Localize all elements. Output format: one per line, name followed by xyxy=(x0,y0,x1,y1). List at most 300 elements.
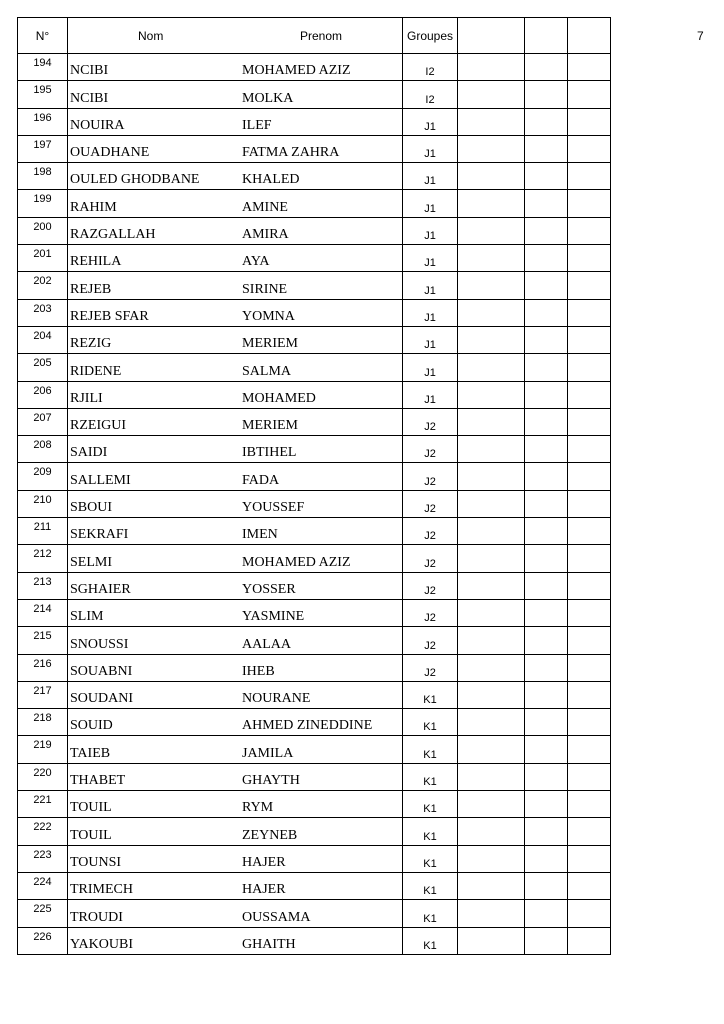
student-roster-table xyxy=(17,17,611,955)
row-number: 226 xyxy=(18,927,68,954)
blank-cell-2 xyxy=(525,872,568,899)
last-name: SELMI xyxy=(70,554,112,570)
header-num: N° xyxy=(18,18,68,54)
header-prenom: Prenom xyxy=(300,29,343,43)
last-name: NCIBI xyxy=(70,90,109,106)
first-name: HAJER xyxy=(242,882,286,898)
blank-cell-3 xyxy=(568,326,611,353)
first-name: SIRINE xyxy=(242,281,288,297)
page-number: 7 xyxy=(697,29,704,43)
name-cell xyxy=(68,463,403,490)
blank-cell-3 xyxy=(568,245,611,272)
last-name: NCIBI xyxy=(70,63,109,79)
table-row xyxy=(18,545,611,572)
name-cell xyxy=(68,818,403,845)
last-name: TROUDI xyxy=(70,909,123,925)
first-name: MOHAMED AZIZ xyxy=(242,63,351,79)
group-cell: J2 xyxy=(403,518,458,545)
name-cell xyxy=(68,54,403,81)
blank-cell-1 xyxy=(458,326,525,353)
first-name: ILEF xyxy=(242,117,272,133)
blank-cell-2 xyxy=(525,326,568,353)
last-name: SNOUSSI xyxy=(70,636,129,652)
blank-cell-2 xyxy=(525,245,568,272)
first-name: MOHAMED xyxy=(242,390,316,406)
header-nom-prenom xyxy=(68,18,403,54)
blank-cell-3 xyxy=(568,900,611,927)
name-cell xyxy=(68,326,403,353)
table-row xyxy=(18,299,611,326)
blank-cell-3 xyxy=(568,572,611,599)
blank-cell-2 xyxy=(525,545,568,572)
name-cell xyxy=(68,272,403,299)
row-number: 205 xyxy=(18,354,68,381)
group-cell: J2 xyxy=(403,545,458,572)
blank-cell-3 xyxy=(568,108,611,135)
blank-cell-3 xyxy=(568,627,611,654)
row-number: 216 xyxy=(18,654,68,681)
group-cell: J1 xyxy=(403,326,458,353)
name-cell xyxy=(68,654,403,681)
blank-cell-1 xyxy=(458,654,525,681)
blank-cell-2 xyxy=(525,736,568,763)
blank-cell-1 xyxy=(458,299,525,326)
first-name: YOSSER xyxy=(242,581,296,597)
first-name: AHMED ZINEDDINE xyxy=(242,718,373,734)
table-row xyxy=(18,81,611,108)
header-row xyxy=(18,18,611,54)
blank-cell-2 xyxy=(525,135,568,162)
group-cell: K1 xyxy=(403,900,458,927)
blank-cell-3 xyxy=(568,354,611,381)
blank-cell-3 xyxy=(568,272,611,299)
row-number: 218 xyxy=(18,709,68,736)
name-cell xyxy=(68,299,403,326)
blank-cell-1 xyxy=(458,135,525,162)
group-cell: J2 xyxy=(403,490,458,517)
table-row xyxy=(18,54,611,81)
blank-cell-1 xyxy=(458,572,525,599)
row-number: 219 xyxy=(18,736,68,763)
first-name: YOUSSEF xyxy=(242,500,305,516)
last-name: SLIM xyxy=(70,609,104,625)
blank-cell-3 xyxy=(568,381,611,408)
table-row xyxy=(18,354,611,381)
header-groupes: Groupes xyxy=(403,18,458,54)
blank-cell-3 xyxy=(568,490,611,517)
first-name: IBTIHEL xyxy=(242,445,297,461)
name-cell xyxy=(68,763,403,790)
group-cell: J1 xyxy=(403,245,458,272)
first-name: FATMA ZAHRA xyxy=(242,145,340,161)
blank-cell-3 xyxy=(568,927,611,954)
name-cell xyxy=(68,627,403,654)
table-row xyxy=(18,217,611,244)
first-name: IMEN xyxy=(242,527,278,543)
table-row xyxy=(18,845,611,872)
first-name: AMINE xyxy=(242,199,288,215)
blank-cell-2 xyxy=(525,299,568,326)
group-cell: K1 xyxy=(403,791,458,818)
blank-cell-1 xyxy=(458,108,525,135)
name-cell xyxy=(68,108,403,135)
last-name: REZIG xyxy=(70,336,112,352)
blank-cell-1 xyxy=(458,163,525,190)
last-name: RAHIM xyxy=(70,199,117,215)
row-number: 196 xyxy=(18,108,68,135)
blank-cell-2 xyxy=(525,900,568,927)
table-row xyxy=(18,900,611,927)
row-number: 199 xyxy=(18,190,68,217)
row-number: 197 xyxy=(18,135,68,162)
table-row xyxy=(18,627,611,654)
blank-cell-3 xyxy=(568,299,611,326)
first-name: MOLKA xyxy=(242,90,294,106)
row-number: 221 xyxy=(18,791,68,818)
blank-cell-1 xyxy=(458,791,525,818)
group-cell: J2 xyxy=(403,599,458,626)
roster-body xyxy=(18,54,611,955)
group-cell: K1 xyxy=(403,872,458,899)
group-cell: K1 xyxy=(403,818,458,845)
first-name: YOMNA xyxy=(242,308,295,324)
first-name: YASMINE xyxy=(242,609,305,625)
name-cell xyxy=(68,927,403,954)
name-cell xyxy=(68,709,403,736)
blank-cell-2 xyxy=(525,927,568,954)
last-name: OUADHANE xyxy=(70,145,150,161)
blank-cell-2 xyxy=(525,54,568,81)
group-cell: J1 xyxy=(403,381,458,408)
name-cell xyxy=(68,381,403,408)
table-row xyxy=(18,818,611,845)
last-name: SGHAIER xyxy=(70,581,131,597)
blank-cell-1 xyxy=(458,818,525,845)
last-name: TOUIL xyxy=(70,800,112,816)
header-blank-2 xyxy=(525,18,568,54)
name-cell xyxy=(68,408,403,435)
blank-cell-1 xyxy=(458,245,525,272)
last-name: SOUDANI xyxy=(70,691,133,707)
last-name: RZEIGUI xyxy=(70,418,126,434)
row-number: 203 xyxy=(18,299,68,326)
blank-cell-1 xyxy=(458,900,525,927)
table-row xyxy=(18,681,611,708)
table-row xyxy=(18,572,611,599)
blank-cell-1 xyxy=(458,463,525,490)
blank-cell-2 xyxy=(525,791,568,818)
blank-cell-1 xyxy=(458,408,525,435)
last-name: REHILA xyxy=(70,254,122,270)
name-cell xyxy=(68,190,403,217)
name-cell xyxy=(68,490,403,517)
group-cell: J1 xyxy=(403,190,458,217)
name-cell xyxy=(68,436,403,463)
blank-cell-2 xyxy=(525,463,568,490)
row-number: 213 xyxy=(18,572,68,599)
blank-cell-1 xyxy=(458,599,525,626)
blank-cell-2 xyxy=(525,81,568,108)
name-cell xyxy=(68,736,403,763)
table-row xyxy=(18,791,611,818)
blank-cell-1 xyxy=(458,81,525,108)
blank-cell-2 xyxy=(525,217,568,244)
name-cell xyxy=(68,599,403,626)
blank-cell-3 xyxy=(568,190,611,217)
table-row xyxy=(18,654,611,681)
last-name: OULED GHODBANE xyxy=(70,172,200,188)
row-number: 224 xyxy=(18,872,68,899)
group-cell: J2 xyxy=(403,408,458,435)
group-cell: J1 xyxy=(403,135,458,162)
first-name: IHEB xyxy=(242,663,275,679)
table-row xyxy=(18,381,611,408)
blank-cell-3 xyxy=(568,135,611,162)
table-row xyxy=(18,436,611,463)
last-name: SEKRAFI xyxy=(70,527,129,543)
first-name: FADA xyxy=(242,472,280,488)
group-cell: J2 xyxy=(403,572,458,599)
row-number: 201 xyxy=(18,245,68,272)
blank-cell-3 xyxy=(568,872,611,899)
row-number: 225 xyxy=(18,900,68,927)
row-number: 211 xyxy=(18,518,68,545)
last-name: RJILI xyxy=(70,390,103,406)
blank-cell-1 xyxy=(458,763,525,790)
last-name: SALLEMI xyxy=(70,472,131,488)
group-cell: J2 xyxy=(403,654,458,681)
table-row xyxy=(18,927,611,954)
row-number: 198 xyxy=(18,163,68,190)
row-number: 220 xyxy=(18,763,68,790)
blank-cell-3 xyxy=(568,654,611,681)
name-cell xyxy=(68,81,403,108)
name-cell xyxy=(68,163,403,190)
first-name: OUSSAMA xyxy=(242,909,311,925)
name-cell xyxy=(68,845,403,872)
blank-cell-2 xyxy=(525,763,568,790)
first-name: JAMILA xyxy=(242,745,294,761)
blank-cell-3 xyxy=(568,763,611,790)
blank-cell-3 xyxy=(568,681,611,708)
blank-cell-2 xyxy=(525,818,568,845)
table-row xyxy=(18,408,611,435)
row-number: 200 xyxy=(18,217,68,244)
name-cell xyxy=(68,518,403,545)
blank-cell-2 xyxy=(525,108,568,135)
blank-cell-3 xyxy=(568,518,611,545)
last-name: YAKOUBI xyxy=(70,936,133,952)
blank-cell-1 xyxy=(458,845,525,872)
blank-cell-3 xyxy=(568,845,611,872)
blank-cell-3 xyxy=(568,545,611,572)
first-name: KHALED xyxy=(242,172,300,188)
name-cell xyxy=(68,900,403,927)
table-row xyxy=(18,463,611,490)
blank-cell-2 xyxy=(525,599,568,626)
group-cell: K1 xyxy=(403,927,458,954)
first-name: HAJER xyxy=(242,854,286,870)
group-cell: K1 xyxy=(403,709,458,736)
table-row xyxy=(18,872,611,899)
blank-cell-3 xyxy=(568,818,611,845)
table-row xyxy=(18,326,611,353)
first-name: MOHAMED AZIZ xyxy=(242,554,351,570)
table-row xyxy=(18,108,611,135)
row-number: 204 xyxy=(18,326,68,353)
group-cell: K1 xyxy=(403,736,458,763)
header-nom: Nom xyxy=(138,29,164,43)
row-number: 223 xyxy=(18,845,68,872)
group-cell: J1 xyxy=(403,217,458,244)
name-cell xyxy=(68,245,403,272)
row-number: 222 xyxy=(18,818,68,845)
blank-cell-3 xyxy=(568,54,611,81)
first-name: SALMA xyxy=(242,363,292,379)
group-cell: J1 xyxy=(403,163,458,190)
last-name: REJEB xyxy=(70,281,112,297)
group-cell: J2 xyxy=(403,463,458,490)
table-row xyxy=(18,190,611,217)
blank-cell-1 xyxy=(458,518,525,545)
blank-cell-1 xyxy=(458,545,525,572)
blank-cell-3 xyxy=(568,599,611,626)
blank-cell-2 xyxy=(525,354,568,381)
blank-cell-2 xyxy=(525,681,568,708)
blank-cell-2 xyxy=(525,408,568,435)
last-name: SOUABNI xyxy=(70,663,133,679)
last-name: REJEB SFAR xyxy=(70,308,149,324)
header-blank-1 xyxy=(458,18,525,54)
name-cell xyxy=(68,354,403,381)
blank-cell-3 xyxy=(568,436,611,463)
first-name: AYA xyxy=(242,254,270,270)
blank-cell-3 xyxy=(568,791,611,818)
name-cell xyxy=(68,545,403,572)
table-row xyxy=(18,272,611,299)
row-number: 194 xyxy=(18,54,68,81)
row-number: 206 xyxy=(18,381,68,408)
row-number: 210 xyxy=(18,490,68,517)
blank-cell-1 xyxy=(458,872,525,899)
blank-cell-1 xyxy=(458,736,525,763)
row-number: 209 xyxy=(18,463,68,490)
last-name: RIDENE xyxy=(70,363,122,379)
blank-cell-1 xyxy=(458,709,525,736)
table-row xyxy=(18,709,611,736)
table-row xyxy=(18,163,611,190)
row-number: 207 xyxy=(18,408,68,435)
blank-cell-2 xyxy=(525,654,568,681)
table-row xyxy=(18,763,611,790)
first-name: RYM xyxy=(242,800,274,816)
group-cell: K1 xyxy=(403,845,458,872)
table-row xyxy=(18,490,611,517)
group-cell: K1 xyxy=(403,681,458,708)
blank-cell-2 xyxy=(525,190,568,217)
group-cell: I2 xyxy=(403,54,458,81)
group-cell: J1 xyxy=(403,299,458,326)
blank-cell-3 xyxy=(568,463,611,490)
blank-cell-2 xyxy=(525,627,568,654)
row-number: 208 xyxy=(18,436,68,463)
blank-cell-2 xyxy=(525,490,568,517)
first-name: AMIRA xyxy=(242,227,289,243)
blank-cell-3 xyxy=(568,81,611,108)
blank-cell-1 xyxy=(458,272,525,299)
blank-cell-3 xyxy=(568,736,611,763)
first-name: NOURANE xyxy=(242,691,311,707)
blank-cell-1 xyxy=(458,436,525,463)
blank-cell-1 xyxy=(458,627,525,654)
first-name: ZEYNEB xyxy=(242,827,298,843)
group-cell: J2 xyxy=(403,436,458,463)
group-cell: J2 xyxy=(403,627,458,654)
row-number: 212 xyxy=(18,545,68,572)
table-row xyxy=(18,245,611,272)
row-number: 214 xyxy=(18,599,68,626)
row-number: 217 xyxy=(18,681,68,708)
group-cell: J1 xyxy=(403,108,458,135)
last-name: TOUNSI xyxy=(70,854,122,870)
table-row xyxy=(18,736,611,763)
blank-cell-1 xyxy=(458,681,525,708)
blank-cell-3 xyxy=(568,709,611,736)
blank-cell-2 xyxy=(525,381,568,408)
name-cell xyxy=(68,791,403,818)
blank-cell-1 xyxy=(458,54,525,81)
blank-cell-1 xyxy=(458,190,525,217)
blank-cell-3 xyxy=(568,217,611,244)
group-cell: J1 xyxy=(403,272,458,299)
blank-cell-2 xyxy=(525,163,568,190)
row-number: 202 xyxy=(18,272,68,299)
group-cell: I2 xyxy=(403,81,458,108)
name-cell xyxy=(68,217,403,244)
first-name: AALAA xyxy=(242,636,291,652)
blank-cell-2 xyxy=(525,709,568,736)
table-row xyxy=(18,135,611,162)
blank-cell-1 xyxy=(458,490,525,517)
last-name: TAIEB xyxy=(70,745,111,761)
blank-cell-1 xyxy=(458,927,525,954)
blank-cell-3 xyxy=(568,163,611,190)
blank-cell-1 xyxy=(458,381,525,408)
table-row xyxy=(18,518,611,545)
last-name: THABET xyxy=(70,773,126,789)
row-number: 195 xyxy=(18,81,68,108)
last-name: SOUID xyxy=(70,718,113,734)
last-name: TOUIL xyxy=(70,827,112,843)
last-name: NOUIRA xyxy=(70,117,125,133)
name-cell xyxy=(68,572,403,599)
blank-cell-3 xyxy=(568,408,611,435)
blank-cell-2 xyxy=(525,272,568,299)
first-name: GHAITH xyxy=(242,936,296,952)
row-number: 215 xyxy=(18,627,68,654)
name-cell xyxy=(68,681,403,708)
blank-cell-2 xyxy=(525,845,568,872)
group-cell: K1 xyxy=(403,763,458,790)
group-cell: J1 xyxy=(403,354,458,381)
last-name: SBOUI xyxy=(70,500,113,516)
blank-cell-2 xyxy=(525,572,568,599)
first-name: MERIEM xyxy=(242,418,298,434)
blank-cell-1 xyxy=(458,217,525,244)
last-name: TRIMECH xyxy=(70,882,133,898)
header-blank-3 xyxy=(568,18,611,54)
blank-cell-2 xyxy=(525,518,568,545)
